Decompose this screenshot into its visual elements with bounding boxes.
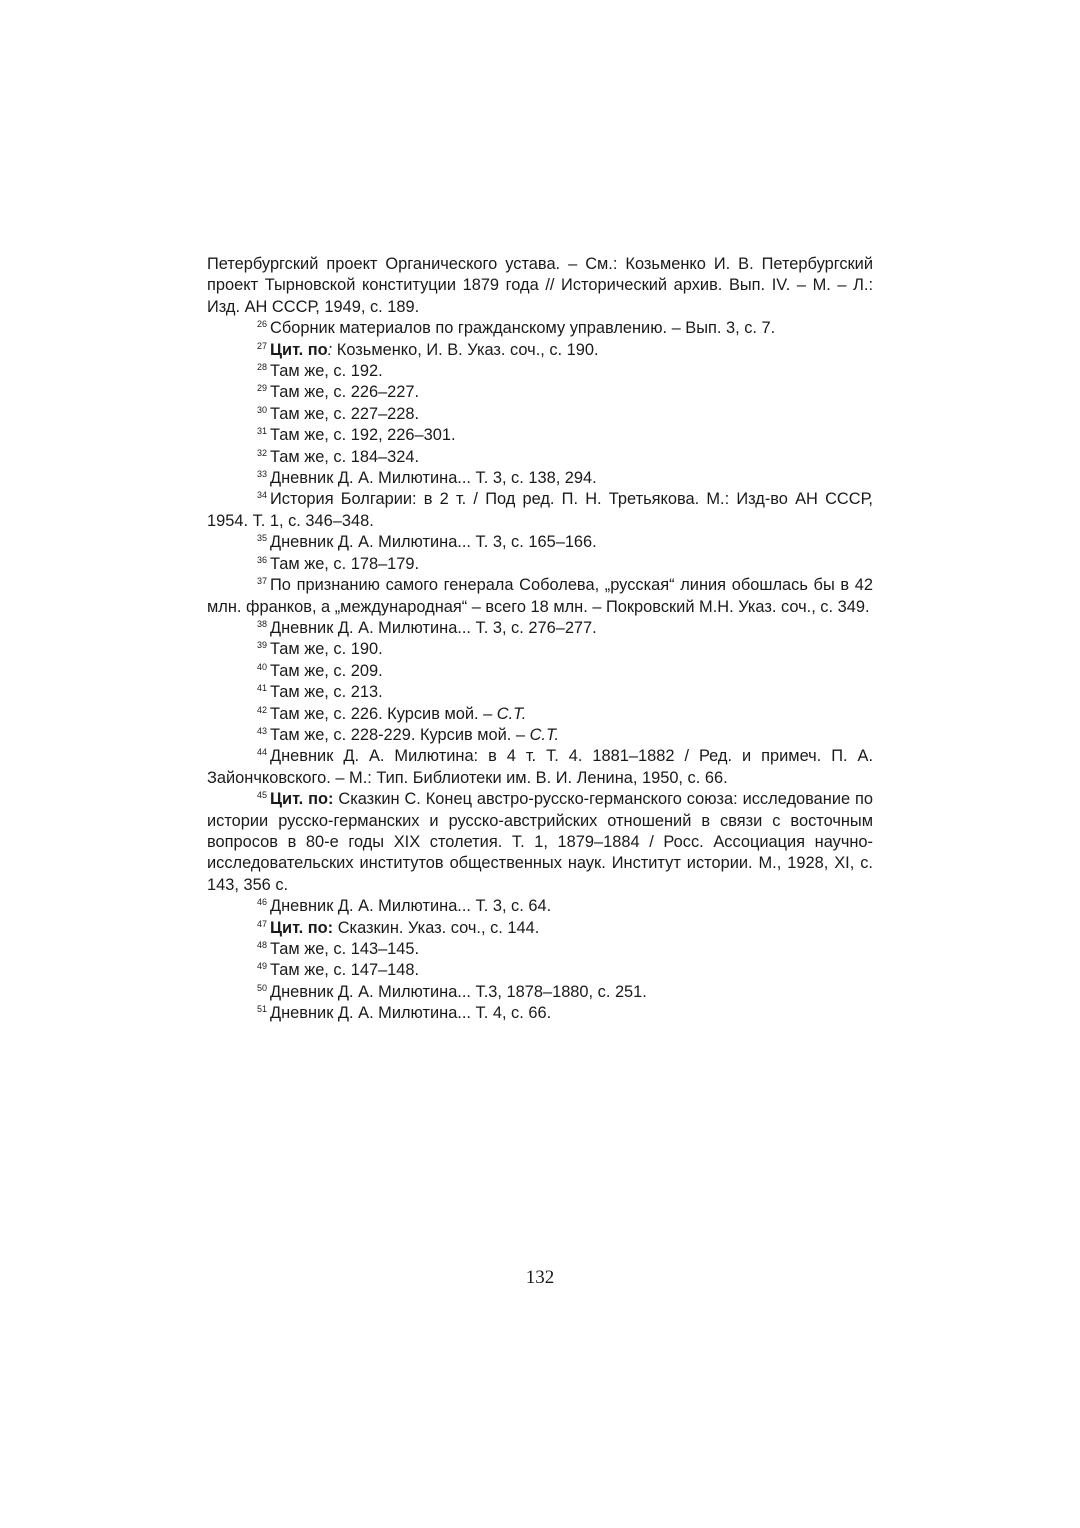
footnote-text: Там же, с. 192. (270, 362, 383, 381)
footnote-37 (207, 575, 873, 618)
footnote-number: 33 (257, 469, 268, 480)
footnote-number: 28 (257, 362, 268, 373)
footnote-text: По признанию самого генерала Соболева, „русская“ линия обошлась бы в 42 млн. франков, а „международная“ – всего 18 млн. – Покровский М.Н. Указ. соч., с. 349. (207, 576, 873, 616)
footnote-number: 46 (257, 897, 268, 908)
footnote-number: 26 (257, 319, 268, 330)
footnote-number: 27 (257, 340, 268, 351)
footnote-text: История Болгарии: в 2 т. / Под ред. П. Н. Третьякова. М.: Изд-во АН СССР, 1954. Т. 1, с. 346–348. (207, 490, 873, 530)
footnote-49 (207, 960, 873, 981)
footnote-50 (207, 982, 873, 1003)
footnote-text: Там же, с. 226–227. (270, 383, 420, 402)
footnote-text: Сборник материалов по гражданскому управлению. – Вып. 3, с. 7. (270, 319, 776, 338)
footnote-text: Там же, с. 213. (270, 683, 383, 702)
footnote-text: Дневник Д. А. Милютина... Т. 3, с. 138, 294. (270, 469, 597, 488)
citation-colon: : (327, 340, 333, 359)
footnote-text: Там же, с. 228-229. Курсив мой. – (270, 725, 530, 744)
footnote-text: Дневник Д. А. Милютина... Т. 3, с. 64. (270, 897, 552, 916)
footnote-text: Сказкин. Указ. соч., с. 144. (333, 918, 540, 937)
footnote-text: Дневник Д. А. Милютина... Т. 3, с. 165–166. (270, 533, 597, 552)
footnote-text: Дневник Д. А. Милютина... Т.3, 1878–1880, с. 251. (270, 982, 647, 1001)
footnote-39 (207, 639, 873, 660)
footnote-number: 47 (257, 918, 268, 929)
footnote-number: 36 (257, 554, 268, 565)
footnote-number: 31 (257, 426, 268, 437)
footnote-number: 38 (257, 618, 268, 629)
footnote-text: Там же, с. 147–148. (270, 961, 420, 980)
footnote-text: Там же, с. 209. (270, 661, 383, 680)
footnote-41 (207, 682, 873, 703)
footnote-40 (207, 661, 873, 682)
footnote-text: Там же, с. 190. (270, 640, 383, 659)
footnote-text: Там же, с. 227–228. (270, 404, 420, 423)
footnote-number: 39 (257, 640, 268, 651)
footnote-text: Дневник Д. А. Милютина... Т. 3, с. 276–277. (270, 618, 597, 637)
footnote-44 (207, 746, 873, 789)
footnote-48 (207, 939, 873, 960)
footnote-47 (207, 918, 873, 939)
footnote-text: Дневник Д. А. Милютина... Т. 4, с. 66. (270, 1004, 552, 1023)
footnote-30 (207, 404, 873, 425)
footnotes-block (207, 254, 873, 1025)
footnote-42 (207, 704, 873, 725)
footnote-text: Сказкин С. Конец австро-русско-германского союза: исследование по истории русско-германских и русско-австрийских отношений в связи с восточным вопросов в 80-е годы XIX столетия. Т. 1, 1879–1884 / Росс. Ассоциация научно-исследовательских институтов общественных наук. Институт истории. М., 1928, XI, с. 143, 356 с. (207, 790, 873, 894)
footnote-31 (207, 425, 873, 446)
footnote-text: Там же, с. 226. Курсив мой. – (270, 704, 497, 723)
footnote-51 (207, 1003, 873, 1024)
footnote-35 (207, 532, 873, 553)
footnote-number: 30 (257, 404, 268, 415)
footnote-number: 42 (257, 704, 268, 715)
footnote-number: 45 (257, 790, 268, 801)
continuation-paragraph: Петербургский проект Органического устава. – См.: Козьменко И. В. Петербургский проект Тырновской конституции 1879 года // Исторический архив. Вып. IV. – М. – Л.: Изд. АН СССР, 1949, с. 189. (207, 255, 873, 316)
footnote-text: Там же, с. 184–324. (270, 447, 420, 466)
footnote-text: Дневник Д. А. Милютина: в 4 т. Т. 4. 1881–1882 / Ред. и примеч. П. А. Зайончковского. – М.: Тип. Библиотеки им. В. И. Ленина, 1950, с. 66. (207, 747, 873, 787)
footnote-number: 40 (257, 661, 268, 672)
footnote-29 (207, 382, 873, 403)
footnote-text: Там же, с. 178–179. (270, 554, 420, 573)
citation-lead: Цит. по: (270, 918, 334, 937)
footnote-28 (207, 361, 873, 382)
footnote-number: 34 (257, 490, 268, 501)
footnote-number: 43 (257, 725, 268, 736)
footnote-number: 49 (257, 961, 268, 972)
footnote-33 (207, 468, 873, 489)
footnote-text: Там же, с. 192, 226–301. (270, 426, 456, 445)
footnote-number: 41 (257, 683, 268, 694)
citation-lead: Цит. по: (270, 790, 334, 809)
footnote-26 (207, 318, 873, 339)
footnote-46 (207, 896, 873, 917)
author-initials: С.Т. (529, 725, 560, 744)
footnote-number: 37 (257, 576, 268, 587)
footnote-text: Там же, с. 143–145. (270, 940, 420, 958)
footnote-number: 32 (257, 447, 268, 458)
footnote-36 (207, 554, 873, 575)
footnote-text: Козьменко, И. В. Указ. соч., с. 190. (332, 340, 599, 359)
page-number: 132 (525, 1267, 555, 1288)
author-initials: С.Т. (496, 704, 527, 723)
footnote-34 (207, 489, 873, 532)
footnote-number: 50 (257, 982, 268, 993)
footnote-45 (207, 789, 873, 896)
footnote-32 (207, 447, 873, 468)
footnote-number: 51 (257, 1004, 268, 1015)
footnote-number: 35 (257, 533, 268, 544)
footnote-number: 44 (257, 747, 268, 758)
footnote-27 (207, 340, 873, 361)
footnote-list (207, 318, 873, 1024)
footnote-number: 48 (257, 940, 268, 950)
footnote-43 (207, 725, 873, 746)
footnote-38 (207, 618, 873, 639)
footnote-number: 29 (257, 383, 268, 394)
citation-lead: Цит. по (270, 340, 328, 359)
